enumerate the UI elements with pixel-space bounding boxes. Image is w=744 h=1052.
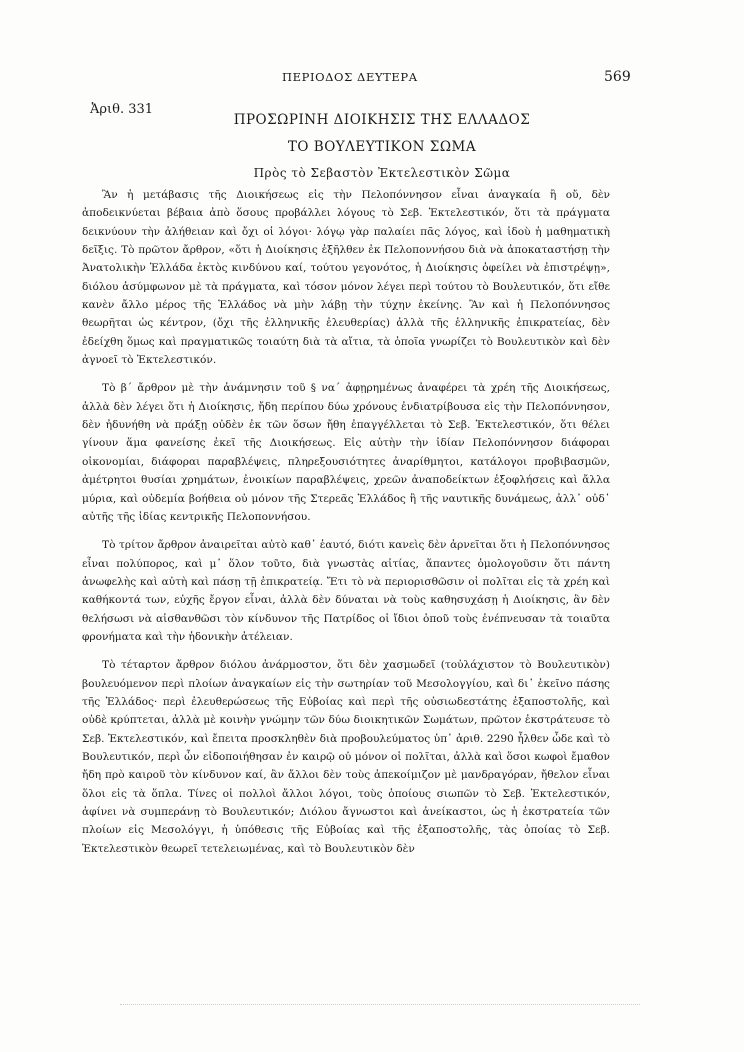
paragraph-3: Τὸ τρίτον ἄρθρον ἀναιρεῖται αὐτὸ καθ᾿ ἑαυτό, διότι κανεὶς δὲν ἀρνεῖται ὅτι ἡ Πελοπόννησος εἶναι πολύπορος, καὶ μ᾿ ὅλον τοῦτο, διὰ γνωστὰς αἰτίας, ἅπαντες ὁμολογοῦσιν ὅτι πάντη ἀνωφελὴς καὶ αὐτὴ καὶ πάσῃ τῇ ἐπικρατείᾳ. Ἔτι τὸ νὰ περιορισθῶσιν οἱ πολῖται εἰς τὰ χρέη καὶ καθήκοντά των, εὐχῆς ἔργον εἶναι, ἀλλὰ δὲν δύναται νὰ τοὺς καθησυχάσῃ ἡ Διοίκησις, ἂν δὲν θελήσωσι νὰ αἰσθανθῶσι τὸν κίνδυνον τῆς Πατρίδος οἱ ἴδιοι ὁποῦ τοὺς ἐνέπνευσαν τὰ τοιαῦτα φρονήματα καὶ τὴν ἡδονικὴν ἀτέλειαν.: [82, 539, 610, 643]
running-header: [0, 70, 744, 90]
addressee-line: Πρὸς τὸ Σεβαστὸν Ἐκτελεστικὸν Σῶμα: [253, 166, 511, 180]
document-number: Ἀριθ. 331: [90, 102, 154, 117]
document-title: ΠΡΟΣΩΡΙΝΗ ΔΙΟΙΚΗΣΙΣ ΤΗΣ ΕΛΛΑΔΟΣ: [233, 112, 531, 128]
document-subtitle: ΤΟ ΒΟΥΛΕΥΤΙΚΟΝ ΣΩΜΑ: [287, 139, 477, 155]
page-number: 569: [604, 69, 631, 85]
paragraph-1: Ἂν ἡ μετάβασις τῆς Διοικήσεως εἰς τὴν Πελοπόννησον εἶναι ἀναγκαία ἢ οὔ, δὲν ἀποδεικνύεται βέβαια ἀπὸ ὅσους προβάλλει λόγους τὸ Σεβ. Ἐκτελεστικόν, ὅτι τὰ πράγματα δεικνύουν τὴν ἀλήθειαν καὶ ὄχι οἱ λόγοι· λόγῳ γὰρ παλαίει πᾶς λόγος, καὶ ἰδοὺ ἡ μαθηματικὴ δεῖξις. Τὸ πρῶτον ἄρθρον, «ὅτι ἡ Διοίκησις ἐξῆλθεν ἐκ Πελοποννήσου διὰ νὰ ἀποκαταστήσῃ τὴν Ἀνατολικὴν Ἑλλάδα ἐκτὸς κινδύνου καί, τούτου γεγονότος, ἡ Διοίκησις ὀφείλει νὰ ἐπιστρέψῃ», διόλου ἀσύμφωνον μὲ τὰ πράγματα, καὶ τόσον μόνον λέγει περὶ τούτου τὸ Βουλευτικόν, ὅτι εἴθε κανὲν ἄλλο μέρος τῆς Ἑλλάδος νὰ μὴν λάβῃ τὴν τύχην ἐκείνης. Ἂν καὶ ἡ Πελοπόννησος θεωρῆται ὡς κέντρον, (ὄχι τῆς ἑλληνικῆς ἐλευθερίας) ἀλλὰ τῆς ἑλληνικῆς ἐπικρατείας, δὲν ἐδείχθη ὅμως καὶ πραγματικῶς τοιαύτη διὰ τὰ αἴτια, τὰ ὁποῖα γνωρίζει τὸ Βουλευτικὸν καὶ δὲν ἀγνοεῖ τὸ Ἐκτελεστικόν.: [82, 189, 610, 367]
body-text: [82, 186, 610, 858]
paragraph-2: Τὸ β΄ ἄρθρον μὲ τὴν ἀνάμνησιν τοῦ § να΄ ἀφῃρημένως ἀναφέρει τὰ χρέη τῆς Διοικήσεως, ἀλλὰ δὲν λέγει ὅτι ἡ Διοίκησις, ἤδη περίπου δύω χρόνους ἐνδιατρίβουσα εἰς τὴν Πελοπόννησον, δὲν ἠδυνήθη νὰ πράξῃ οὐδὲν ἐκ τῶν ὅσων ἤθη ἐπαγγέλλεται τὸ Σεβ. Ἐκτελεστικόν, ὅτι θέλει γίνουν ἅμα φανείσης ἐκεῖ τῆς Διοικήσεως. Εἰς αὐτὴν τὴν ἰδίαν Πελοπόννησον διάφοραι οἰκονομίαι, διάφοραι παραβλέψεις, πληρεξουσιότητες ἀναρίθμητοι, κατάλογοι προβιβασμῶν, ἀμέτρητοι θυσίαι χρημάτων, ἐνοικίων παραβλέψεις, χρεῶν ἀναποδείκτων ἐξοφλήσεις καὶ ἄλλα μύρια, καὶ οὐδεμία βοήθεια οὐ μόνον τῆς Στερεᾶς Ἑλλάδος ἢ τῆς ναυτικῆς δυνάμεως, ἀλλ᾿ οὐδ᾿ αὐτῆς τῆς ἰδίας κεντρικῆς Πελοποννήσου.: [82, 382, 610, 523]
paragraph-4: Τὸ τέταρτον ἄρθρον διόλου ἀνάρμοστον, ὅτι δὲν χασμωδεῖ (τοὐλάχιστον τὸ Βουλευτικὸν) βουλευόμενον περὶ πλοίων ἀναγκαίων εἰς τὴν σωτηρίαν τοῦ Μεσολογγίου, καὶ δι᾿ ἐκεῖνο πάσης τῆς Ἑλλάδος· περὶ ἐλευθερώσεως τῆς Εὐβοίας καὶ περὶ τῆς οὐσιωδεστάτης ἐξαποστολῆς, καὶ οὐδὲ κρύπτεται, ἀλλὰ μὲ κοινὴν γνώμην τῶν δύω διοικητικῶν Σωμάτων, πρῶτον ἐκστράτευσε τὸ Σεβ. Ἐκτελεστικόν, καὶ ἔπειτα προσκληθὲν διὰ προβουλεύματος ὑπ᾿ ἀριθ. 2290 ἦλθεν ὧδε καὶ τὸ Βουλευτικόν, περὶ ὧν εἰδοποιήθησαν ἐν καιρῷ οὐ μόνον οἱ πολῖται, ἀλλὰ καὶ ὅσοι κωφοὶ ἔμαθον ἤδη πρὸ καιροῦ τὸν κίνδυνον καί, ἂν ἄλλοι δὲν τοὺς ἀπεκοίμιζον μὲ μανδραγόραν, ἤθελον εἶναι ὅλοι εἰς τὰ ὅπλα. Τίνες οἱ πολλοὶ ἄλλοι λόγοι, τοὺς ὁποίους σιωπῶν τὸ Σεβ. Ἐκτελεστικόν, ἀφίνει νὰ συμπεράνῃ τὸ Βουλευτικόν; Διόλου ἄγνωστοι καὶ ἀνείκαστοι, ὡς ἡ ἐκστρατεία τῶν πλοίων εἰς Μεσολόγγι, ἡ ὑπόθεσις τῆς Εὐβοίας καὶ τῆς ἐξαποστολῆς, τὰς ὁποίας τὸ Σεβ. Ἐκτελεστικὸν θεωρεῖ τετελειωμένας, καὶ τὸ Βουλευτικὸν δὲν: [82, 659, 610, 855]
scan-artifact-line: [120, 1004, 640, 1006]
running-title: ΠΕΡΙΟΔΟΣ ΔΕΥΤΕΡΑ: [282, 70, 418, 84]
